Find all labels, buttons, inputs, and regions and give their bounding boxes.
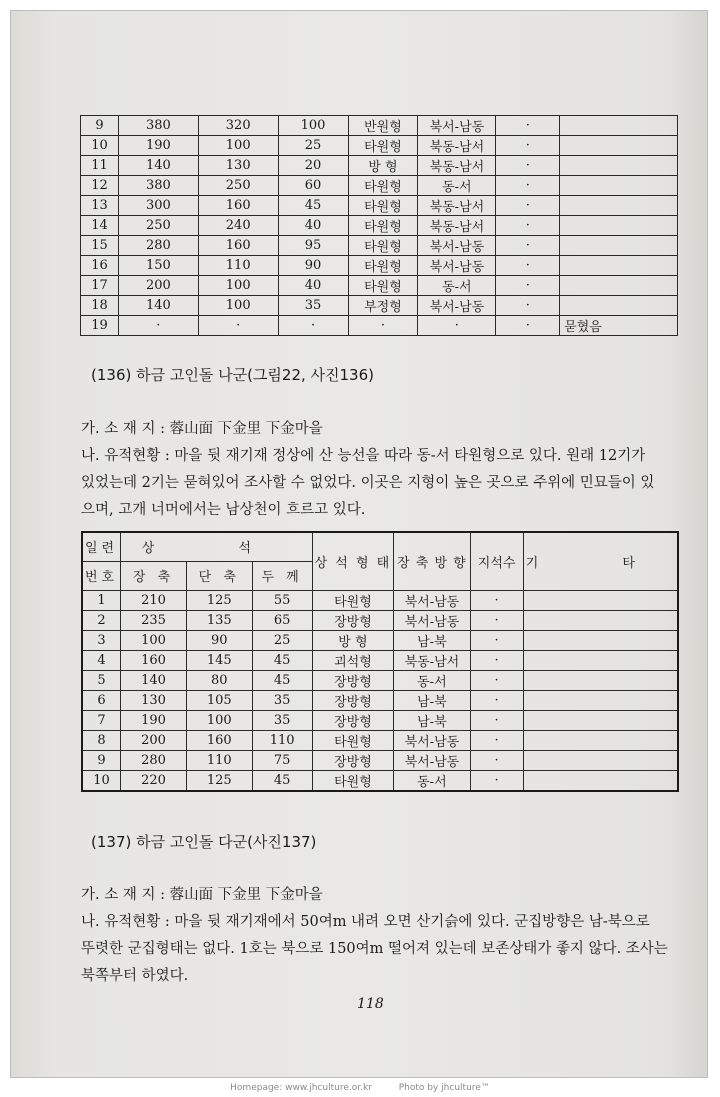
table-cell: · <box>496 296 560 316</box>
table-cell <box>523 610 678 630</box>
section-137-location: 가. 소 재 지 : 蓉山面 下金里 下金마을 <box>81 887 323 903</box>
table-cell: 13 <box>81 196 119 216</box>
table-cell: 북서-남동 <box>394 610 470 630</box>
table-row <box>82 590 678 610</box>
table-cell: 60 <box>278 176 348 196</box>
table-cell: · <box>496 316 560 336</box>
table-cell: 40 <box>278 216 348 236</box>
table-cell: 장방형 <box>312 690 394 710</box>
table-cell: 북서-남동 <box>418 296 496 316</box>
header-supports: 지석수 <box>470 532 523 590</box>
table-cell: 8 <box>82 730 121 750</box>
table-cell: 19 <box>81 316 119 336</box>
table-cell <box>523 770 678 791</box>
table-cell: 45 <box>252 670 312 690</box>
status-line: 있었는데 2기는 묻혀있어 조사할 수 없었다. 이곳은 지형이 높은 곳으로 주위에 민묘들이 있 <box>81 475 655 491</box>
table-cell: 25 <box>252 630 312 650</box>
table-cell: · <box>470 610 523 630</box>
table-cell: 160 <box>186 730 252 750</box>
table-cell: 250 <box>198 176 278 196</box>
table-row <box>82 770 678 791</box>
table-cell: 320 <box>198 116 278 136</box>
table-cell: 250 <box>118 216 198 236</box>
table-row <box>81 216 678 236</box>
table-cell: 110 <box>252 730 312 750</box>
table-cell: 280 <box>121 750 187 770</box>
table-cell: 북동-남서 <box>418 216 496 236</box>
table-row <box>81 236 678 256</box>
header-upper-stone: 상 석 <box>121 532 312 561</box>
table-cell: · <box>496 256 560 276</box>
section-136-heading: (136) 하금 고인돌 나군(그림22, 사진136) <box>91 366 374 384</box>
table-cell <box>560 196 678 216</box>
homepage-link[interactable]: Homepage: www.jhculture.or.kr <box>230 1083 372 1093</box>
status-line: 뚜렷한 군집형태는 없다. 1호는 북으로 150여m 떨어져 있는데 보존상태가 좋지 않다. 조사는 <box>81 941 668 957</box>
table-cell: · <box>496 116 560 136</box>
table-cell: 380 <box>118 116 198 136</box>
table-cell: 25 <box>278 136 348 156</box>
table-cell: 35 <box>252 690 312 710</box>
table-cell: 280 <box>118 236 198 256</box>
table-cell: 10 <box>81 136 119 156</box>
table-cell: 125 <box>186 590 252 610</box>
table-cell: 130 <box>198 156 278 176</box>
table-cell <box>523 590 678 610</box>
table-cell: 타원형 <box>348 276 418 296</box>
header-seq: 일련 <box>82 532 121 561</box>
table-cell: 타원형 <box>348 256 418 276</box>
table-cell: 100 <box>198 296 278 316</box>
table-cell <box>560 256 678 276</box>
table-cell: · <box>496 216 560 236</box>
document-page <box>11 11 707 1077</box>
table-cell <box>523 690 678 710</box>
table-cell: 장방형 <box>312 750 394 770</box>
table-cell: 타원형 <box>312 770 394 791</box>
section-136-location: 가. 소 재 지 : 蓉山面 下金里 下金마을 <box>81 421 323 437</box>
table-cell: 7 <box>82 710 121 730</box>
table-row <box>81 316 678 336</box>
page-frame <box>10 10 708 1078</box>
table-cell: · <box>470 710 523 730</box>
table-cell: 130 <box>121 690 187 710</box>
table-cell: 북동-남서 <box>418 156 496 176</box>
table-cell: 45 <box>252 770 312 791</box>
table-cell: 11 <box>81 156 119 176</box>
table-row <box>81 136 678 156</box>
table-cell <box>560 116 678 136</box>
table-cell: 90 <box>278 256 348 276</box>
table-cell: 부정형 <box>348 296 418 316</box>
table-cell: 100 <box>278 116 348 136</box>
table-cell: 타원형 <box>348 176 418 196</box>
header-length: 장 축 <box>121 561 187 590</box>
table-cell: 200 <box>121 730 187 750</box>
table-cell <box>523 650 678 670</box>
table-cell: 40 <box>278 276 348 296</box>
table-cell: 14 <box>81 216 119 236</box>
table-row <box>81 156 678 176</box>
table-row <box>81 256 678 276</box>
table-cell: 동-서 <box>418 176 496 196</box>
table-cell: 100 <box>198 136 278 156</box>
table-cell: 타원형 <box>312 730 394 750</box>
table-cell <box>560 216 678 236</box>
table-cell: 75 <box>252 750 312 770</box>
table-cell <box>560 136 678 156</box>
table-cell: 100 <box>121 630 187 650</box>
table-cell: 35 <box>252 710 312 730</box>
table-cell: 110 <box>186 750 252 770</box>
table-cell: 묻혔음 <box>560 316 678 336</box>
table-cell <box>560 176 678 196</box>
table-cell: 북동-남서 <box>394 650 470 670</box>
table-row <box>81 196 678 216</box>
table-row <box>81 296 678 316</box>
dolmen-table-continued <box>80 115 678 336</box>
section-136-status <box>81 443 681 524</box>
page-number: 118 <box>357 996 384 1012</box>
status-line: 으며, 고개 너머에서는 남상천이 흐르고 있다. <box>81 502 366 518</box>
table-cell: 65 <box>252 610 312 630</box>
table-row <box>82 730 678 750</box>
table-cell: 105 <box>186 690 252 710</box>
header-other: 기 타 <box>523 532 678 590</box>
table-row <box>82 610 678 630</box>
table-cell: · <box>198 316 278 336</box>
table-cell: 190 <box>121 710 187 730</box>
table-cell <box>523 630 678 650</box>
table-cell: 북서-남동 <box>418 236 496 256</box>
table-cell: 100 <box>198 276 278 296</box>
table-cell <box>523 710 678 730</box>
table-cell: 북서-남동 <box>394 590 470 610</box>
table-cell: 140 <box>121 670 187 690</box>
table-cell: · <box>470 650 523 670</box>
table-cell: 북동-남서 <box>418 196 496 216</box>
table-cell: · <box>496 236 560 256</box>
table-cell: · <box>496 156 560 176</box>
header-width: 단 축 <box>186 561 252 590</box>
table-cell: 160 <box>198 196 278 216</box>
table-cell: 4 <box>82 650 121 670</box>
table-cell: 45 <box>278 196 348 216</box>
table-cell: 190 <box>118 136 198 156</box>
table-cell: 145 <box>186 650 252 670</box>
table-cell: 135 <box>186 610 252 630</box>
status-line: 나. 유적현황 : 마을 뒷 재기재 정상에 산 능선을 따라 동-서 타원형으로 있다. 원래 12기가 <box>81 448 646 464</box>
table-cell: 북서-남동 <box>418 116 496 136</box>
table-cell: 95 <box>278 236 348 256</box>
table-cell: 210 <box>121 590 187 610</box>
table-cell: 90 <box>186 630 252 650</box>
table-cell: · <box>118 316 198 336</box>
table-cell: · <box>470 690 523 710</box>
table-cell: 1 <box>82 590 121 610</box>
table-cell <box>523 750 678 770</box>
photo-footer <box>0 1083 720 1093</box>
table-cell <box>560 276 678 296</box>
table-cell: 방 형 <box>348 156 418 176</box>
table-cell: · <box>348 316 418 336</box>
table-cell: · <box>278 316 348 336</box>
table-cell: 160 <box>121 650 187 670</box>
table-cell: 20 <box>278 156 348 176</box>
table-cell: · <box>470 730 523 750</box>
section-137-heading: (137) 하금 고인돌 다군(사진137) <box>91 833 317 851</box>
table-cell: 12 <box>81 176 119 196</box>
table-row <box>82 630 678 650</box>
table-cell: 80 <box>186 670 252 690</box>
table-cell: 9 <box>82 750 121 770</box>
table-row <box>82 670 678 690</box>
table-cell: 북동-남서 <box>418 136 496 156</box>
table-cell: 타원형 <box>312 590 394 610</box>
section-137-status <box>81 909 681 990</box>
table-cell: · <box>470 590 523 610</box>
table-cell: 300 <box>118 196 198 216</box>
table-cell <box>523 730 678 750</box>
table-cell: 17 <box>81 276 119 296</box>
table-cell: 북서-남동 <box>418 256 496 276</box>
table-cell: 방 형 <box>312 630 394 650</box>
table-cell: 160 <box>198 236 278 256</box>
table-cell: 125 <box>186 770 252 791</box>
table-cell: 동-서 <box>394 770 470 791</box>
table-cell: 괴석형 <box>312 650 394 670</box>
table-cell: · <box>496 136 560 156</box>
table-cell: · <box>418 316 496 336</box>
table-cell: 타원형 <box>348 196 418 216</box>
table-row <box>81 276 678 296</box>
table-row <box>82 750 678 770</box>
header-seq-number: 번호 <box>82 561 121 590</box>
table-cell: 2 <box>82 610 121 630</box>
table-cell: 남-북 <box>394 630 470 650</box>
table-cell: 10 <box>82 770 121 791</box>
table-row <box>82 690 678 710</box>
table-cell: 동-서 <box>418 276 496 296</box>
table-cell: · <box>470 750 523 770</box>
table-row <box>82 710 678 730</box>
table-cell: · <box>470 630 523 650</box>
table-cell: 140 <box>118 156 198 176</box>
photo-credit: Photo by jhculture™ <box>398 1083 490 1093</box>
header-thickness: 두 께 <box>252 561 312 590</box>
table-cell: 북서-남동 <box>394 730 470 750</box>
header-direction: 장 축 방 향 <box>394 532 470 590</box>
table-cell: 5 <box>82 670 121 690</box>
table-cell: · <box>496 276 560 296</box>
table-cell: 반원형 <box>348 116 418 136</box>
table-cell <box>560 156 678 176</box>
table-cell: 16 <box>81 256 119 276</box>
table-cell: 동-서 <box>394 670 470 690</box>
table-cell <box>560 236 678 256</box>
table-cell: · <box>470 770 523 791</box>
table-row <box>82 650 678 670</box>
table-cell: 장방형 <box>312 610 394 630</box>
table-cell: · <box>470 670 523 690</box>
table-cell: 3 <box>82 630 121 650</box>
table-cell: 장방형 <box>312 710 394 730</box>
header-shape: 상 석 형 태 <box>312 532 394 590</box>
status-line: 나. 유적현황 : 마을 뒷 재기재에서 50여m 내려 오면 산기슭에 있다. 군집방향은 남-북으로 <box>81 914 650 930</box>
table-cell: 140 <box>118 296 198 316</box>
table-cell: 타원형 <box>348 216 418 236</box>
table-cell: 장방형 <box>312 670 394 690</box>
dolmen-table-b <box>81 531 679 792</box>
table-cell: 45 <box>252 650 312 670</box>
table-cell: 18 <box>81 296 119 316</box>
status-line: 북쪽부터 하였다. <box>81 968 189 984</box>
table-cell: 110 <box>198 256 278 276</box>
table-cell: 북서-남동 <box>394 750 470 770</box>
table-cell <box>560 296 678 316</box>
table-cell: 남-북 <box>394 710 470 730</box>
table-cell: 240 <box>198 216 278 236</box>
table-cell: 9 <box>81 116 119 136</box>
table-cell <box>523 670 678 690</box>
table-row <box>81 116 678 136</box>
table-cell: 55 <box>252 590 312 610</box>
table-row <box>81 176 678 196</box>
table-cell: · <box>496 176 560 196</box>
table-cell: 380 <box>118 176 198 196</box>
table-cell: 남-북 <box>394 690 470 710</box>
table-cell: 15 <box>81 236 119 256</box>
table-cell: 200 <box>118 276 198 296</box>
table-cell: 타원형 <box>348 236 418 256</box>
table-cell: 235 <box>121 610 187 630</box>
table-cell: 6 <box>82 690 121 710</box>
table-cell: 타원형 <box>348 136 418 156</box>
table-cell: 150 <box>118 256 198 276</box>
table-cell: 100 <box>186 710 252 730</box>
table-cell: 35 <box>278 296 348 316</box>
table-cell: 220 <box>121 770 187 791</box>
table-cell: · <box>496 196 560 216</box>
